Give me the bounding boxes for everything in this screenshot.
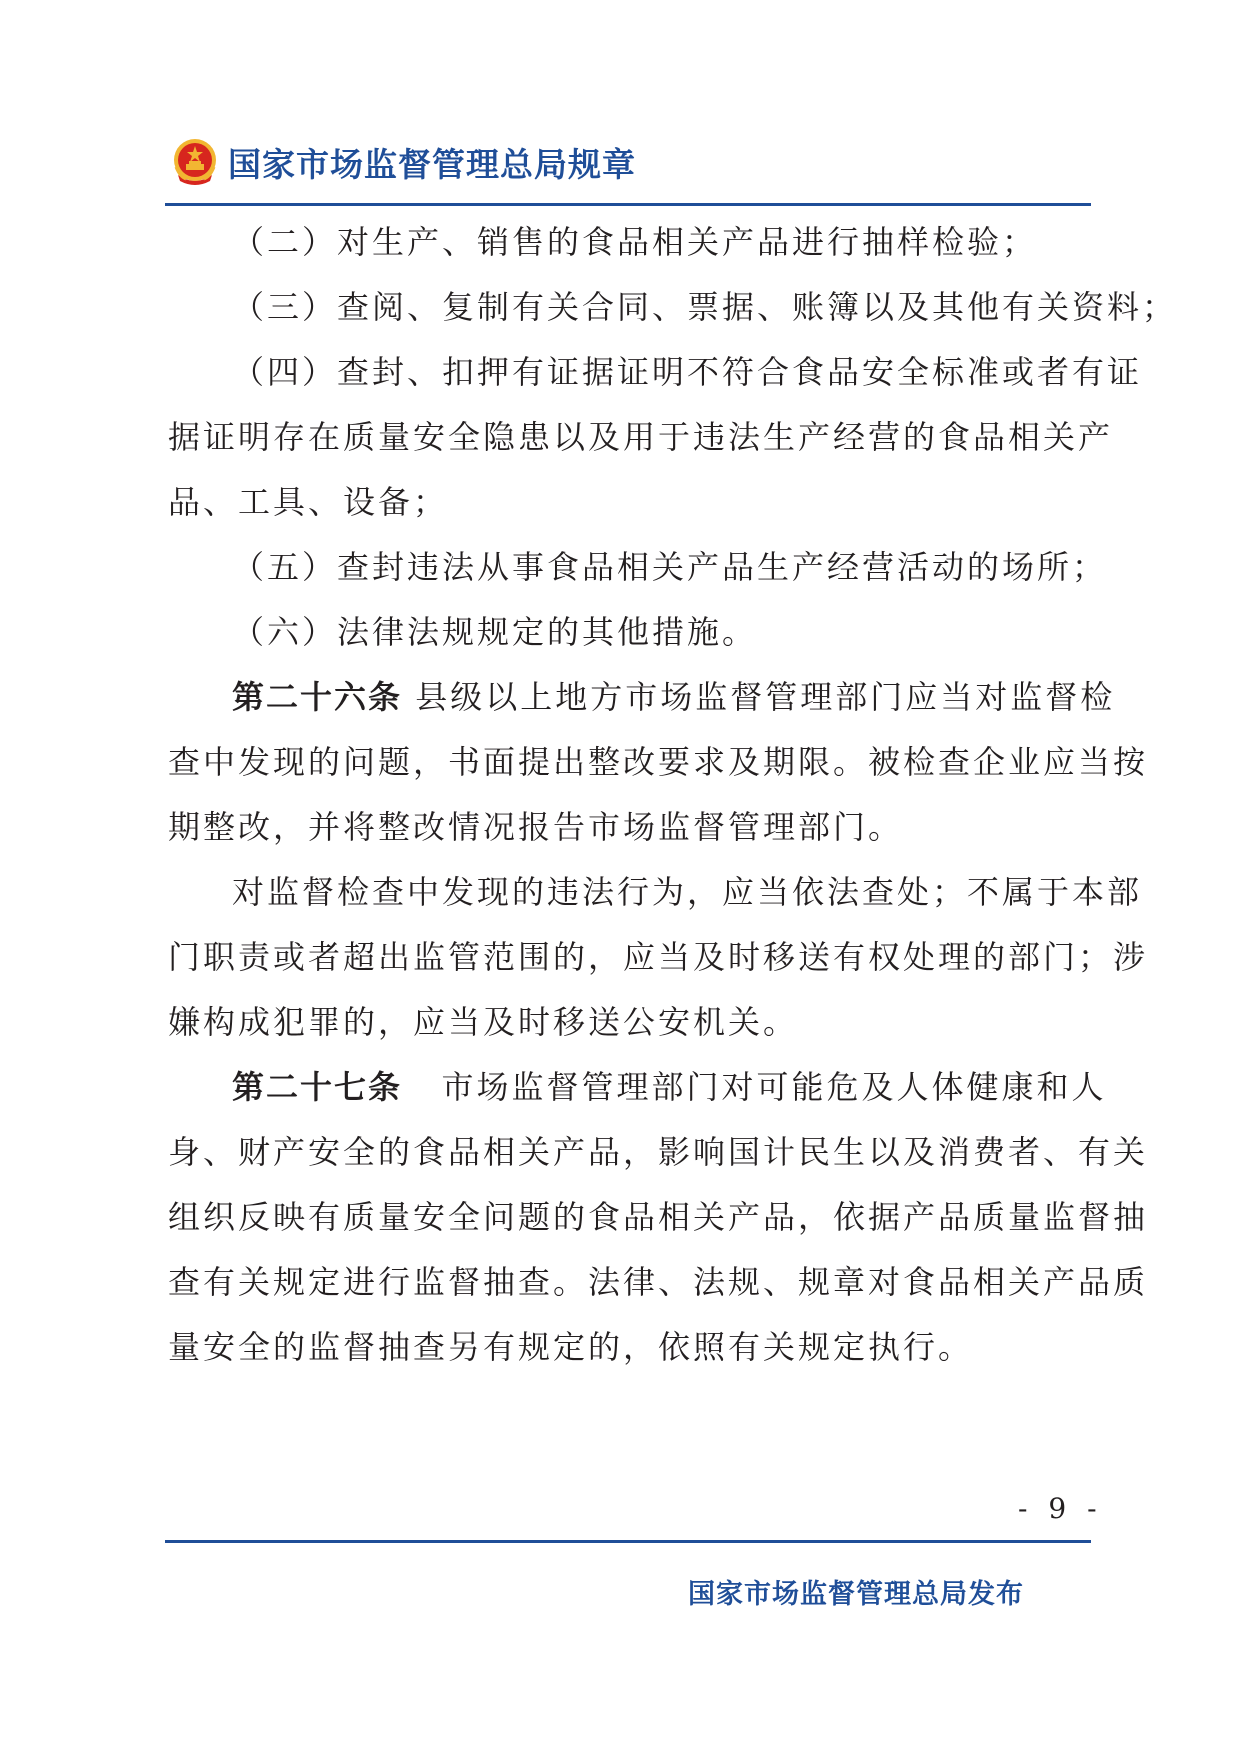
footer-publisher: 国家市场监督管理总局发布 <box>688 1579 1024 1610</box>
page-number: - 9 - <box>1018 1492 1103 1525</box>
article-27-line-1 <box>168 1055 1107 1120</box>
article-27-line-3: 组织反映有质量安全问题的食品相关产品，依据产品质量监督抽 <box>168 1198 1149 1236</box>
header-title: 国家市场监督管理总局规章 <box>228 144 636 184</box>
document-body <box>168 210 1178 1380</box>
clause-4-line-2: 据证明存在质量安全隐患以及用于违法生产经营的食品相关产 <box>168 418 1114 456</box>
article-26-line-6: 嫌构成犯罪的，应当及时移送公安机关。 <box>168 1003 799 1041</box>
article-26-line-4: 对监督检查中发现的违法行为，应当依法查处；不属于本部 <box>232 873 1143 911</box>
article-27-line-5: 量安全的监督抽查另有规定的，依照有关规定执行。 <box>168 1328 974 1366</box>
article-26-line-2: 查中发现的问题，书面提出整改要求及期限。被检查企业应当按 <box>168 743 1149 781</box>
clause-5: （五）查封违法从事食品相关产品生产经营活动的场所； <box>232 548 1108 586</box>
clause-4-line-3: 品、工具、设备； <box>168 483 449 521</box>
clause-6: （六）法律法规规定的其他措施。 <box>232 613 758 651</box>
article-27-text-1: 市场监督管理部门对可能危及人体健康和人 <box>441 1068 1107 1106</box>
clause-4-line-1: （四）查封、扣押有证据证明不符合食品安全标准或者有证 <box>232 353 1143 391</box>
article-27-line-2: 身、财产安全的食品相关产品，影响国计民生以及消费者、有关 <box>168 1133 1149 1171</box>
article-27-line-4: 查有关规定进行监督抽查。法律、法规、规章对食品相关产品质 <box>168 1263 1149 1301</box>
article-26-line-1 <box>168 665 1116 730</box>
header-divider <box>165 203 1091 206</box>
article-26-label: 第二十六条 <box>232 678 403 716</box>
national-emblem-icon <box>172 137 218 187</box>
clause-2: （二）对生产、销售的食品相关产品进行抽样检验； <box>232 223 1038 261</box>
article-27-label: 第二十七条 <box>232 1068 403 1106</box>
article-26-line-5: 门职责或者超出监管范围的，应当及时移送有权处理的部门；涉 <box>168 938 1149 976</box>
page-header <box>172 134 636 190</box>
article-26-line-3: 期整改，并将整改情况报告市场监督管理部门。 <box>168 808 904 846</box>
footer-divider <box>165 1540 1091 1543</box>
article-26-text-1: 县级以上地方市场监督管理部门应当对监督检 <box>415 678 1116 716</box>
clause-3: （三）查阅、复制有关合同、票据、账簿以及其他有关资料； <box>232 288 1178 326</box>
